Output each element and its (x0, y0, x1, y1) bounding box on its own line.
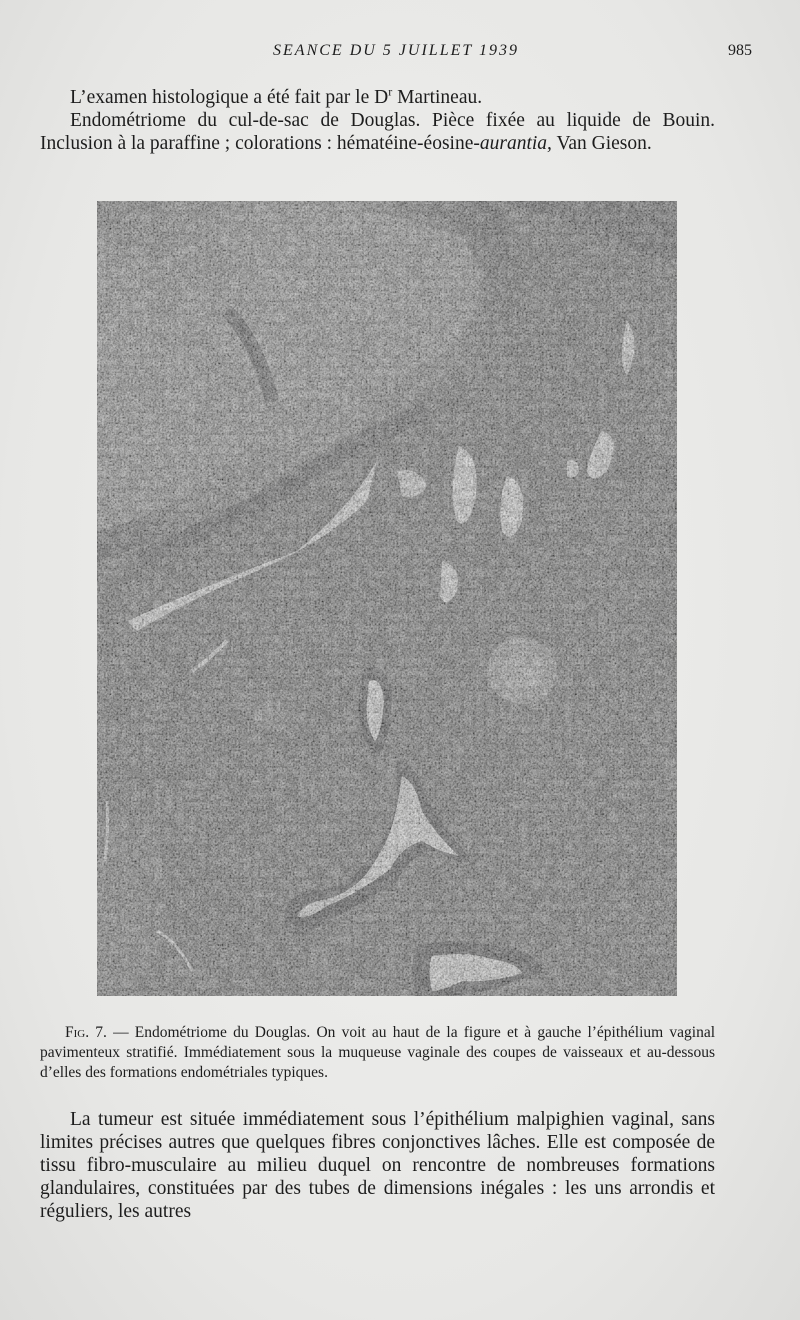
figure-caption (40, 1023, 715, 1083)
running-title: SEANCE DU 5 JUILLET 1939 (273, 42, 519, 59)
paragraph-endometriome-end: Van Gieson. (551, 133, 652, 154)
figure-label: Fig. 7. (65, 1024, 107, 1041)
aurantia-italic: aurantia, (479, 133, 552, 154)
figure-caption-text: — Endométriome du Douglas. On voit au haut de la figure et à gauche l’épithélium vaginal pavimenteux stratifié. Immédiatement sous la muqueuse vaginale des coupes de vaisseaux et au-dessous d’elles des formations endométriales typiques. (40, 1024, 716, 1081)
paragraph-endometriome (40, 109, 715, 155)
running-head (40, 42, 752, 64)
paragraph-examen (40, 86, 715, 109)
paragraph-tumeur: La tumeur est située immédiatement sous l’épithélium malpighien vaginal, sans limites précises autres que quelques fibres conjonctives lâches. Elle est composée de tissu fibro-musculaire au milieu duquel on rencontre de nombreuses formations glandulaires, constituées par des tubes de dimensions inégales : les uns arrondis et réguliers, les autres (40, 1109, 715, 1222)
histology-micrograph (97, 201, 677, 996)
paragraph-endometriome-text: Endométriome du cul-de-sac de Douglas. Pièce fixée au liquide de Bouin. Inclusion à la paraffine ; colorations : hématéine-éosine- (40, 110, 715, 154)
superscript-r: r (388, 84, 393, 99)
page-number: 985 (728, 42, 752, 59)
paragraph-examen-text: L’examen histologique a été fait par le D (70, 87, 389, 108)
paragraph-examen-end: Martineau. (392, 87, 483, 108)
